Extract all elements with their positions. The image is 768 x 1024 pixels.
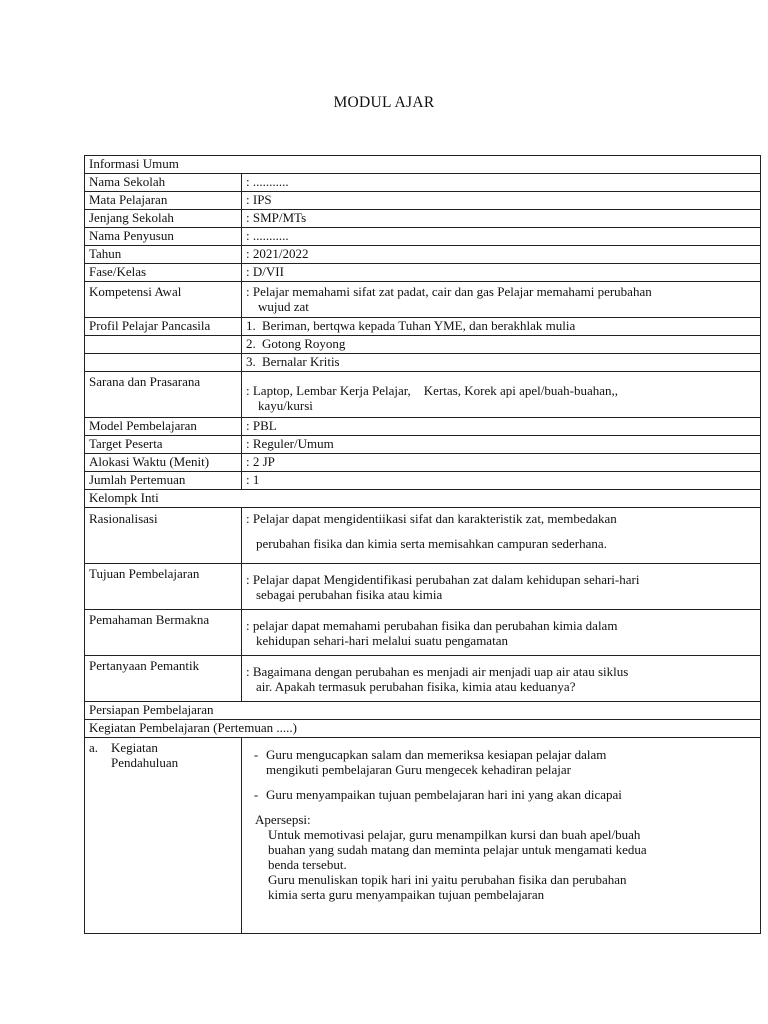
table-row <box>85 282 761 318</box>
row-value: : PBL <box>242 418 761 436</box>
sarana-line-2: kayu/kursi <box>258 398 313 413</box>
row-label: Tahun <box>85 246 242 264</box>
rasionalisasi-line-2: perubahan fisika dan kimia serta memisahkan campuran sederhana. <box>256 536 607 551</box>
apersepsi-line: buahan yang sudah matang dan meminta pelajar untuk mengamati kedua <box>268 842 647 857</box>
row-label: Target Peserta <box>85 436 242 454</box>
row-label: Jumlah Pertemuan <box>85 472 242 490</box>
section-header-row <box>85 490 761 508</box>
profil-item-number: 3. <box>246 354 256 369</box>
profil-item-text: Beriman, bertqwa kepada Tuhan YME, dan berakhlak mulia <box>262 318 576 333</box>
pertanyaan-line-1: : Bagaimana dengan perubahan es menjadi air menjadi uap air atau siklus <box>246 664 629 679</box>
table-row <box>85 246 761 264</box>
table-row <box>85 318 761 336</box>
table-row <box>85 472 761 490</box>
table-row <box>85 336 761 354</box>
rasionalisasi-line-1: : Pelajar dapat mengidentiikasi sifat dan karakteristik zat, membedakan <box>246 511 617 526</box>
row-label-empty <box>85 336 242 354</box>
bullet-text <box>266 747 756 777</box>
profil-item <box>242 354 761 372</box>
row-label: Jenjang Sekolah <box>85 210 242 228</box>
table-row <box>85 418 761 436</box>
section-header-row <box>85 156 761 174</box>
pendahuluan-label-1: Kegiatan <box>111 740 158 755</box>
table-row <box>85 210 761 228</box>
row-value: : ........... <box>242 228 761 246</box>
row-label: Pemahaman Bermakna <box>85 610 242 656</box>
row-value <box>242 656 761 702</box>
row-label-empty <box>85 354 242 372</box>
row-label: Model Pembelajaran <box>85 418 242 436</box>
row-value: : SMP/MTs <box>242 210 761 228</box>
list-item <box>246 747 756 777</box>
row-value: : Reguler/Umum <box>242 436 761 454</box>
table-row <box>85 508 761 564</box>
tujuan-line-2: sebagai perubahan fisika atau kimia <box>256 587 443 602</box>
table-row <box>85 264 761 282</box>
profil-item <box>242 318 761 336</box>
row-label: Alokasi Waktu (Menit) <box>85 454 242 472</box>
row-label: Mata Pelajaran <box>85 192 242 210</box>
row-label: Nama Penyusun <box>85 228 242 246</box>
apersepsi-heading: Apersepsi: <box>255 812 311 827</box>
section-kegiatan: Kegiatan Pembelajaran (Pertemuan .....) <box>85 720 761 738</box>
profil-item-text: Bernalar Kritis <box>262 354 340 369</box>
row-label: Nama Sekolah <box>85 174 242 192</box>
pemahaman-line-1: : pelajar dapat memahami perubahan fisika dan perubahan kimia dalam <box>246 618 618 633</box>
row-label: Profil Pelajar Pancasila <box>85 318 242 336</box>
table-row <box>85 454 761 472</box>
row-label: Tujuan Pembelajaran <box>85 564 242 610</box>
pendahuluan-label-cell <box>85 738 242 934</box>
tujuan-line-1: : Pelajar dapat Mengidentifikasi perubahan zat dalam kehidupan sehari-hari <box>246 572 640 587</box>
apersepsi-line: Untuk memotivasi pelajar, guru menampilkan kursi dan buah apel/buah <box>268 827 641 842</box>
table-row <box>85 228 761 246</box>
table-row <box>85 610 761 656</box>
apersepsi-line: benda tersebut. <box>268 857 347 872</box>
row-label: Pertanyaan Pemantik <box>85 656 242 702</box>
table-row <box>85 372 761 418</box>
pendahuluan-label <box>89 740 237 755</box>
profil-item <box>242 336 761 354</box>
pendahuluan-content <box>242 738 761 934</box>
modul-table <box>84 155 761 934</box>
section-kelompok-inti: Kelompk Inti <box>85 490 761 508</box>
bullet-line-2: mengikuti pembelajaran Guru mengecek kehadiran pelajar <box>266 762 572 777</box>
row-label: Kompetensi Awal <box>85 282 242 318</box>
table-row <box>85 656 761 702</box>
row-value: : D/VII <box>242 264 761 282</box>
section-header-row <box>85 720 761 738</box>
table-row <box>85 436 761 454</box>
dash-bullet: - <box>253 747 259 762</box>
row-value: : 2021/2022 <box>242 246 761 264</box>
kompetensi-line-1: : Pelajar memahami sifat zat padat, cair dan gas Pelajar memahami perubahan <box>246 284 652 299</box>
profil-item-text: Gotong Royong <box>262 336 346 351</box>
pendahuluan-label-2: Pendahuluan <box>111 755 179 770</box>
row-label: Sarana dan Prasarana <box>85 372 242 418</box>
pemahaman-line-2: kehidupan sehari-hari melalui suatu pengamatan <box>256 633 508 648</box>
profil-item-number: 2. <box>246 336 256 351</box>
row-label: Rasionalisasi <box>85 508 242 564</box>
bullet-line-1: Guru mengucapkan salam dan memeriksa kesiapan pelajar dalam <box>266 747 607 762</box>
table-row <box>85 354 761 372</box>
row-value: : IPS <box>242 192 761 210</box>
list-item <box>246 787 756 802</box>
pertanyaan-line-2: air. Apakah termasuk perubahan fisika, kimia atau keduanya? <box>256 679 576 694</box>
row-label: Fase/Kelas <box>85 264 242 282</box>
apersepsi-line: kimia serta guru menyampaikan tujuan pembelajaran <box>268 887 545 902</box>
table-row <box>85 564 761 610</box>
row-value: : ........... <box>242 174 761 192</box>
row-value <box>242 372 761 418</box>
row-value <box>242 508 761 564</box>
section-header-row <box>85 702 761 720</box>
row-value <box>242 610 761 656</box>
bullet-line-1: Guru menyampaikan tujuan pembelajaran hari ini yang akan dicapai <box>266 787 622 802</box>
pendahuluan-letter: a. <box>89 740 99 755</box>
profil-item-number: 1. <box>246 318 256 333</box>
row-value <box>242 282 761 318</box>
row-value <box>242 564 761 610</box>
table-row <box>85 192 761 210</box>
section-informasi-umum: Informasi Umum <box>85 156 761 174</box>
table-row <box>85 738 761 934</box>
row-value: : 2 JP <box>242 454 761 472</box>
apersepsi-line: Guru menuliskan topik hari ini yaitu perubahan fisika dan perubahan <box>268 872 627 887</box>
sarana-line-1: : Laptop, Lembar Kerja Pelajar, Kertas, Korek api apel/buah-buahan,, <box>246 383 618 398</box>
section-persiapan: Persiapan Pembelajaran <box>85 702 761 720</box>
document-title: MODUL AJAR <box>333 94 435 111</box>
row-value: : 1 <box>242 472 761 490</box>
dash-bullet: - <box>253 787 259 802</box>
table-row <box>85 174 761 192</box>
kompetensi-line-2: wujud zat <box>258 299 309 314</box>
